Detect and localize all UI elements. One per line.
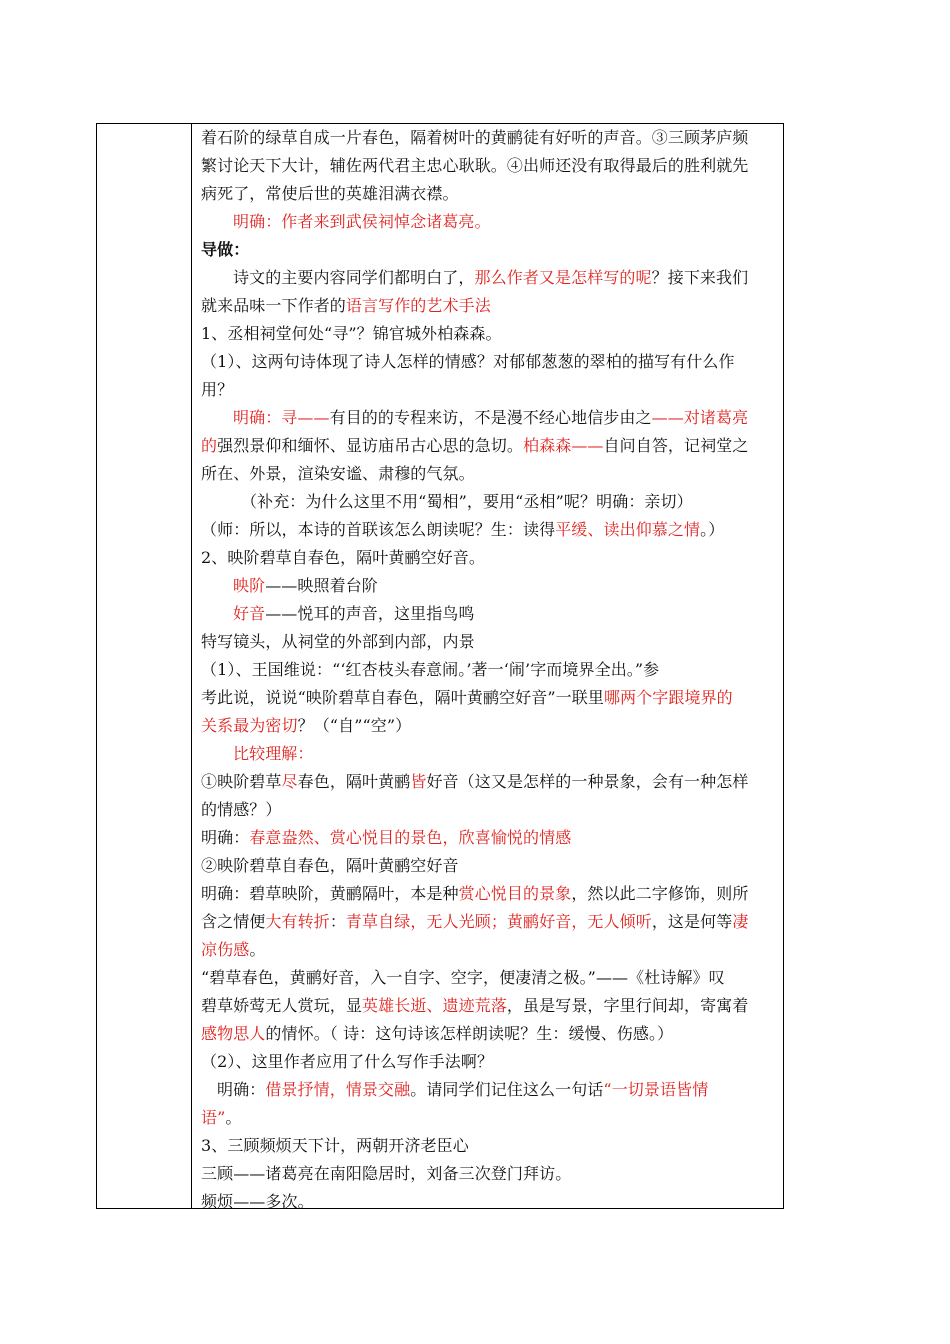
text-line <box>201 740 777 768</box>
text-line <box>201 572 777 600</box>
text-line <box>201 488 777 516</box>
text-run: 2、映阶碧草自春色，隔叶黄鹂空好音。 <box>201 548 485 567</box>
text-run: 明确： <box>201 828 250 847</box>
text-line <box>201 124 777 152</box>
text-line <box>201 1076 777 1104</box>
highlighted-text: 那么作者又是怎样写的呢 <box>474 268 652 287</box>
text-run: 。） <box>700 520 725 539</box>
highlighted-text: 感物思人 <box>201 1024 266 1043</box>
highlighted-text: 赏心悦目的景象 <box>458 884 572 903</box>
text-run: “碧草春色，黄鹂好音，入一自字、空字，便凄清之极。”——《杜诗解》叹 <box>201 968 725 987</box>
text-line <box>201 1188 777 1216</box>
text-run: 有目的的专程来访，不是漫不经心地信步由之 <box>329 408 652 427</box>
highlighted-text: 英雄长逝、遗迹荒落 <box>362 996 507 1015</box>
highlighted-text: 柏森森—— <box>523 436 604 455</box>
text-line <box>201 880 777 908</box>
text-run: 三顾——诸葛亮在南阳隐居时，刘备三次登门拜访。 <box>201 1164 572 1183</box>
text-run: 含之情便 <box>201 912 266 931</box>
text-line <box>201 796 777 824</box>
highlighted-text: 尽 <box>281 772 298 791</box>
text-run: 自问自答，记祠堂之 <box>603 436 749 455</box>
highlighted-text: ——对诸葛亮 <box>651 408 749 427</box>
text-run: （补充：为什么这里不用“蜀相”，要用“丞相”呢？明确：亲切） <box>241 492 693 511</box>
text-run: 1、丞相祠堂何处“寻”？锦官城外柏森森。 <box>201 324 502 343</box>
bold-heading-text: 导做： <box>201 240 250 259</box>
lesson-table <box>96 123 784 1209</box>
text-line <box>201 376 777 404</box>
highlighted-text: 明确：寻—— <box>233 408 330 427</box>
text-run: 所在、外景，渲染安谧、肃穆的气氛。 <box>201 464 475 483</box>
text-line <box>201 684 777 712</box>
text-run: 频烦——多次。 <box>201 1192 314 1211</box>
text-line <box>201 964 777 992</box>
text-line <box>201 1132 777 1160</box>
highlighted-text: 凉伤感 <box>201 940 250 959</box>
text-run: ——映照着台阶 <box>265 576 378 595</box>
text-line <box>201 824 777 852</box>
text-run: 明确： <box>217 1080 266 1099</box>
text-run: 用？ <box>201 380 234 399</box>
text-line <box>201 152 777 180</box>
text-run: ？（“自”“空”） <box>297 716 412 735</box>
text-line <box>201 768 777 796</box>
text-line <box>201 236 777 264</box>
text-line <box>201 936 777 964</box>
text-line <box>201 432 777 460</box>
text-line <box>201 852 777 880</box>
highlighted-text: 哪两个字跟境界的 <box>603 688 733 707</box>
column-divider <box>191 124 192 1208</box>
text-run: 的情怀。（ 诗：这句诗该怎样朗读呢？生：缓慢、伤感。） <box>265 1024 674 1043</box>
highlighted-text: 凄 <box>732 912 749 931</box>
highlighted-text: 关系最为密切 <box>201 716 298 735</box>
text-run: 特写镜头，从祠堂的外部到内部，内景 <box>201 632 475 651</box>
text-line <box>201 1104 777 1132</box>
text-run: 强烈景仰和缅怀、显访庙吊古心思的急切。 <box>217 436 524 455</box>
highlighted-text: “一切景语皆情 <box>603 1080 709 1099</box>
text-line <box>201 712 777 740</box>
text-line <box>201 180 777 208</box>
text-line <box>201 992 777 1020</box>
text-line <box>201 460 777 488</box>
text-line <box>201 908 777 936</box>
text-line <box>201 656 777 684</box>
highlighted-text: 春意盎然、赏心悦目的景色，欣喜愉悦的情感 <box>249 828 572 847</box>
highlighted-text: 映阶 <box>233 576 266 595</box>
text-run: ？接下来我们 <box>651 268 749 287</box>
highlighted-text: 好音 <box>233 604 266 623</box>
text-line <box>201 292 777 320</box>
highlighted-text: 的 <box>201 436 218 455</box>
text-line <box>201 1020 777 1048</box>
text-run: 。 <box>249 940 266 959</box>
highlighted-text: 平缓、读出仰慕之情 <box>555 520 701 539</box>
text-run: ，这是何等 <box>651 912 733 931</box>
text-line <box>201 264 777 292</box>
text-run: 春色，隔叶黄鹂 <box>297 772 411 791</box>
highlighted-text: 借景抒情，情景交融 <box>265 1080 411 1099</box>
highlighted-text: 语” <box>201 1108 226 1127</box>
highlighted-text: 皆 <box>410 772 427 791</box>
text-line <box>201 348 777 376</box>
text-line <box>201 404 777 432</box>
highlighted-text: 青草自绿，无人光顾；黄鹂好音，无人倾听 <box>345 912 652 931</box>
text-line <box>201 628 777 656</box>
text-run: ①映阶碧草 <box>201 772 282 791</box>
text-run: ： <box>329 912 346 931</box>
highlighted-text: 大有转折 <box>265 912 330 931</box>
text-run: 的情感？） <box>201 800 282 819</box>
text-run: （1）、王国维说：“‘红杏枝头春意闹。’著一‘闹’字而境界全出。”参 <box>201 660 660 679</box>
text-run: ——悦耳的声音，这里指鸟鸣 <box>265 604 475 623</box>
text-run: 就来品味一下作者的 <box>201 296 346 315</box>
text-run: 着石阶的绿草自成一片春色，隔着树叶的黄鹂徒有好听的声音。③三顾茅庐频 <box>201 128 749 147</box>
highlighted-text: 语言写作的艺术手法 <box>345 296 491 315</box>
lesson-content-cell <box>201 124 777 1216</box>
text-run: 诗文的主要内容同学们都明白了， <box>233 268 475 287</box>
text-run: （2）、这里作者应用了什么写作手法啊？ <box>201 1052 494 1071</box>
text-run: ，虽是写景，字里行间却，寄寓着 <box>506 996 749 1015</box>
text-run: 。 <box>225 1108 242 1127</box>
text-run: （师：所以，本诗的首联该怎么朗读呢？生：读得 <box>201 520 556 539</box>
text-line <box>201 600 777 628</box>
text-run: ，然以此二字修饰，则所 <box>571 884 749 903</box>
text-line <box>201 1160 777 1188</box>
text-run: 病死了，常使后世的英雄泪满衣襟。 <box>201 184 459 203</box>
text-line <box>201 1048 777 1076</box>
text-line <box>201 208 777 236</box>
text-run: 碧草娇莺无人赏玩，显 <box>201 996 363 1015</box>
text-run: 明确：碧草映阶，黄鹂隔叶，本是种 <box>201 884 459 903</box>
text-run: 繁讨论天下大计，辅佐两代君主忠心耿耿。④出师还没有取得最后的胜利就先 <box>201 156 749 175</box>
text-run: 。请同学们记住这么一句话 <box>410 1080 604 1099</box>
text-run: （1）、这两句诗体现了诗人怎样的情感？对郁郁葱葱的翠柏的描写有什么作 <box>201 352 735 371</box>
text-run: 3、三顾频烦天下计，两朝开济老臣心 <box>201 1136 469 1155</box>
text-run: 考此说，说说“映阶碧草自春色，隔叶黄鹂空好音”一联里 <box>201 688 604 707</box>
highlighted-text: 比较理解： <box>233 744 314 763</box>
text-line <box>201 544 777 572</box>
highlighted-text: 明确：作者来到武侯祠悼念诸葛亮。 <box>233 212 491 231</box>
text-line <box>201 516 777 544</box>
text-line <box>201 320 777 348</box>
text-run: 好音（这又是怎样的一种景象，会有一种怎样 <box>426 772 749 791</box>
text-run: ②映阶碧草自春色，隔叶黄鹂空好音 <box>201 856 459 875</box>
